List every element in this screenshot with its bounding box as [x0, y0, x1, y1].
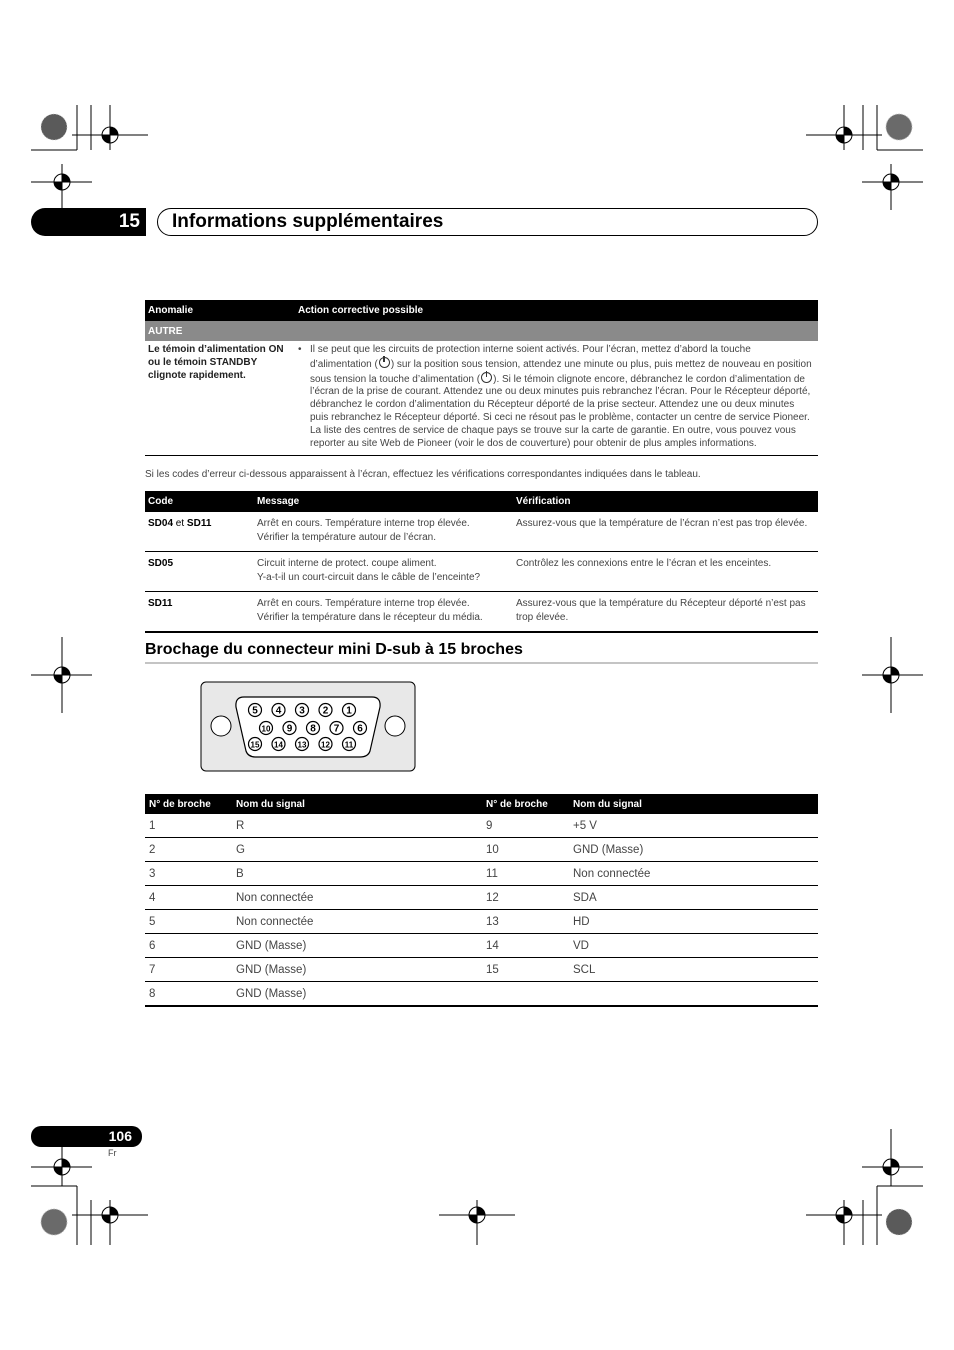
table-row [145, 814, 818, 838]
page-number-tab [31, 1126, 142, 1147]
pin-number-cell: 11 [482, 862, 569, 886]
section-row [145, 321, 818, 341]
pin-number-cell: 1 [149, 819, 156, 832]
pin-number-cell: 8 [145, 982, 232, 1007]
page-number: 106 [108, 1128, 132, 1144]
signal-name-cell: SDA [569, 886, 818, 910]
message-cell: Arrêt en cours. Température interne trop élevée. Vérifier la température autour de l’écran. [257, 518, 470, 543]
signal-name-cell: R [236, 819, 245, 832]
column-header: Message [254, 491, 513, 512]
table-row [145, 910, 818, 934]
signal-name-cell [569, 982, 818, 1007]
table-row [145, 958, 818, 982]
pin-number-cell: 6 [145, 934, 232, 958]
error-code-table [145, 491, 818, 633]
check-cell: Contrôlez les connexions entre le l’écran et les enceintes. [513, 552, 818, 592]
column-header: N° de broche [482, 794, 569, 814]
pin-number-cell: 15 [482, 958, 569, 982]
column-header: Anomalie [145, 300, 295, 321]
signal-name-cell: VD [569, 934, 818, 958]
table-header-row [145, 794, 818, 814]
pin-label: 1 [346, 705, 352, 717]
check-cell: Assurez-vous que la température de l’écran n’est pas trop élevée. [516, 518, 808, 529]
chapter-title: Informations supplémentaires [172, 211, 444, 232]
table-header-row [145, 300, 818, 321]
signal-name-cell: GND (Masse) [232, 982, 482, 1007]
pin-number-cell: 4 [145, 886, 232, 910]
section-label: AUTRE [145, 321, 818, 341]
signal-name-cell: SCL [569, 958, 818, 982]
table-row [145, 512, 818, 552]
table-row [145, 838, 818, 862]
code-cell: SD04 et SD11 [148, 518, 212, 529]
intro-note: Si les codes d’erreur ci-dessous apparaissent à l’écran, effectuez les vérifications correspondantes indiquées dans le tableau. [145, 469, 701, 480]
signal-name-cell: Non connectée [569, 862, 818, 886]
pin-number-cell: 2 [145, 838, 232, 862]
chapter-number-tab [31, 208, 146, 236]
pin-label: 3 [299, 705, 305, 717]
language-code: Fr [108, 1148, 117, 1158]
anomaly-cell: Le témoin d’alimentation ON ou le témoin STANDBY clignote rapidement. [145, 341, 295, 456]
pin-label: 2 [322, 705, 329, 717]
chapter-title-box [157, 208, 818, 236]
message-cell: Arrêt en cours. Température interne trop élevée. Vérifier la température dans le récepteur du média. [254, 592, 513, 633]
pin-number-cell: 9 [486, 819, 493, 832]
pin-label: 5 [252, 705, 258, 717]
pin-label: 11 [344, 740, 354, 750]
pin-number-cell: 12 [482, 886, 569, 910]
power-icon [379, 357, 390, 368]
chapter-number: 15 [118, 211, 140, 232]
column-header: Vérification [513, 491, 818, 512]
column-header: Code [145, 491, 254, 512]
pin-table [145, 794, 818, 1007]
column-header: Action corrective possible [295, 300, 818, 321]
check-cell: Assurez-vous que la température du Récepteur déporté n’est pas trop élevée. [513, 592, 818, 633]
pin-label: 12 [321, 740, 330, 750]
pin-label: 14 [274, 740, 283, 750]
column-header: Nom du signal [569, 794, 818, 814]
bullet-icon: • [298, 344, 302, 355]
signal-name-cell: G [232, 838, 482, 862]
pin-label: 9 [286, 723, 293, 735]
pin-label: 15 [250, 740, 260, 750]
pin-number-cell: 14 [482, 934, 569, 958]
column-header: N° de broche [145, 794, 232, 814]
action-text-part: Il se peut que les circuits de protection interne soient activés. Pour l’écran, mettez d’abord la touche d’alimentation ( [310, 344, 751, 370]
pin-number-cell: 13 [482, 910, 569, 934]
table-row [145, 341, 818, 456]
pin-label: 8 [310, 723, 316, 735]
action-text-part: ). Si le témoin clignote encore, débranchez le cordon d’alimentation de l’écran de la prise de courant. Attendez une ou deux minutes puis rebranchez l’écran. Pour le Récepteur déporté, débranchez le cordon d’alimentation du Récepteur déporté de la prise secteur. Attendez une ou deux minutes puis rebranchez le Récepteur déporté. Si ceci ne résout pas le problème, contacter un centre de service Pioneer. La liste des centres de service de chaque pays se trouve sur la carte de garantie. En outre, vous pouvez vous reporter au site Web de Pioneer (voir le dos de couverture) pour obtenir de plus amples informations. [310, 373, 811, 449]
pin-number-cell: 10 [482, 838, 569, 862]
pin-number-cell: 5 [145, 910, 232, 934]
signal-name-cell: +5 V [573, 819, 597, 832]
pin-number-cell: 3 [145, 862, 232, 886]
signal-name-cell: Non connectée [232, 910, 482, 934]
action-cell [295, 341, 818, 456]
code-cell: SD11 [145, 592, 254, 633]
connector-diagram [200, 681, 416, 773]
table-row [145, 886, 818, 910]
signal-name-cell: GND (Masse) [232, 934, 482, 958]
column-header: Nom du signal [232, 794, 482, 814]
pin-label: 7 [333, 723, 340, 735]
signal-name-cell: GND (Masse) [232, 958, 482, 982]
table-row [145, 934, 818, 958]
signal-name-cell: GND (Masse) [569, 838, 818, 862]
pin-label: 10 [261, 724, 271, 734]
message-cell: Circuit interne de protect. coupe aliment. Y-a-t-il un court-circuit dans le câble de l’enceinte? [254, 552, 513, 592]
table-row [145, 592, 818, 633]
signal-name-cell: B [232, 862, 482, 886]
troubleshooting-table [145, 300, 818, 456]
signal-name-cell: HD [569, 910, 818, 934]
pin-label: 6 [357, 723, 363, 735]
table-header-row [145, 491, 818, 512]
pin-number-cell: 7 [145, 958, 232, 982]
action-text-part: ) sur la position sous tension, attendez une minute ou plus, puis mettez de nouveau en position sous tension la touche d’alimentation ( [310, 358, 812, 385]
table-row [145, 862, 818, 886]
chapter-header [31, 208, 818, 236]
pin-number-cell [482, 982, 569, 1007]
table-row [145, 982, 818, 1007]
signal-name-cell: Non connectée [232, 886, 482, 910]
pin-label: 4 [275, 705, 282, 717]
pin-label: 13 [297, 740, 307, 750]
section-heading: Brochage du connecteur mini D-sub à 15 broches [145, 639, 818, 664]
code-cell: SD05 [145, 552, 254, 592]
table-row [145, 552, 818, 592]
power-icon [481, 372, 492, 383]
